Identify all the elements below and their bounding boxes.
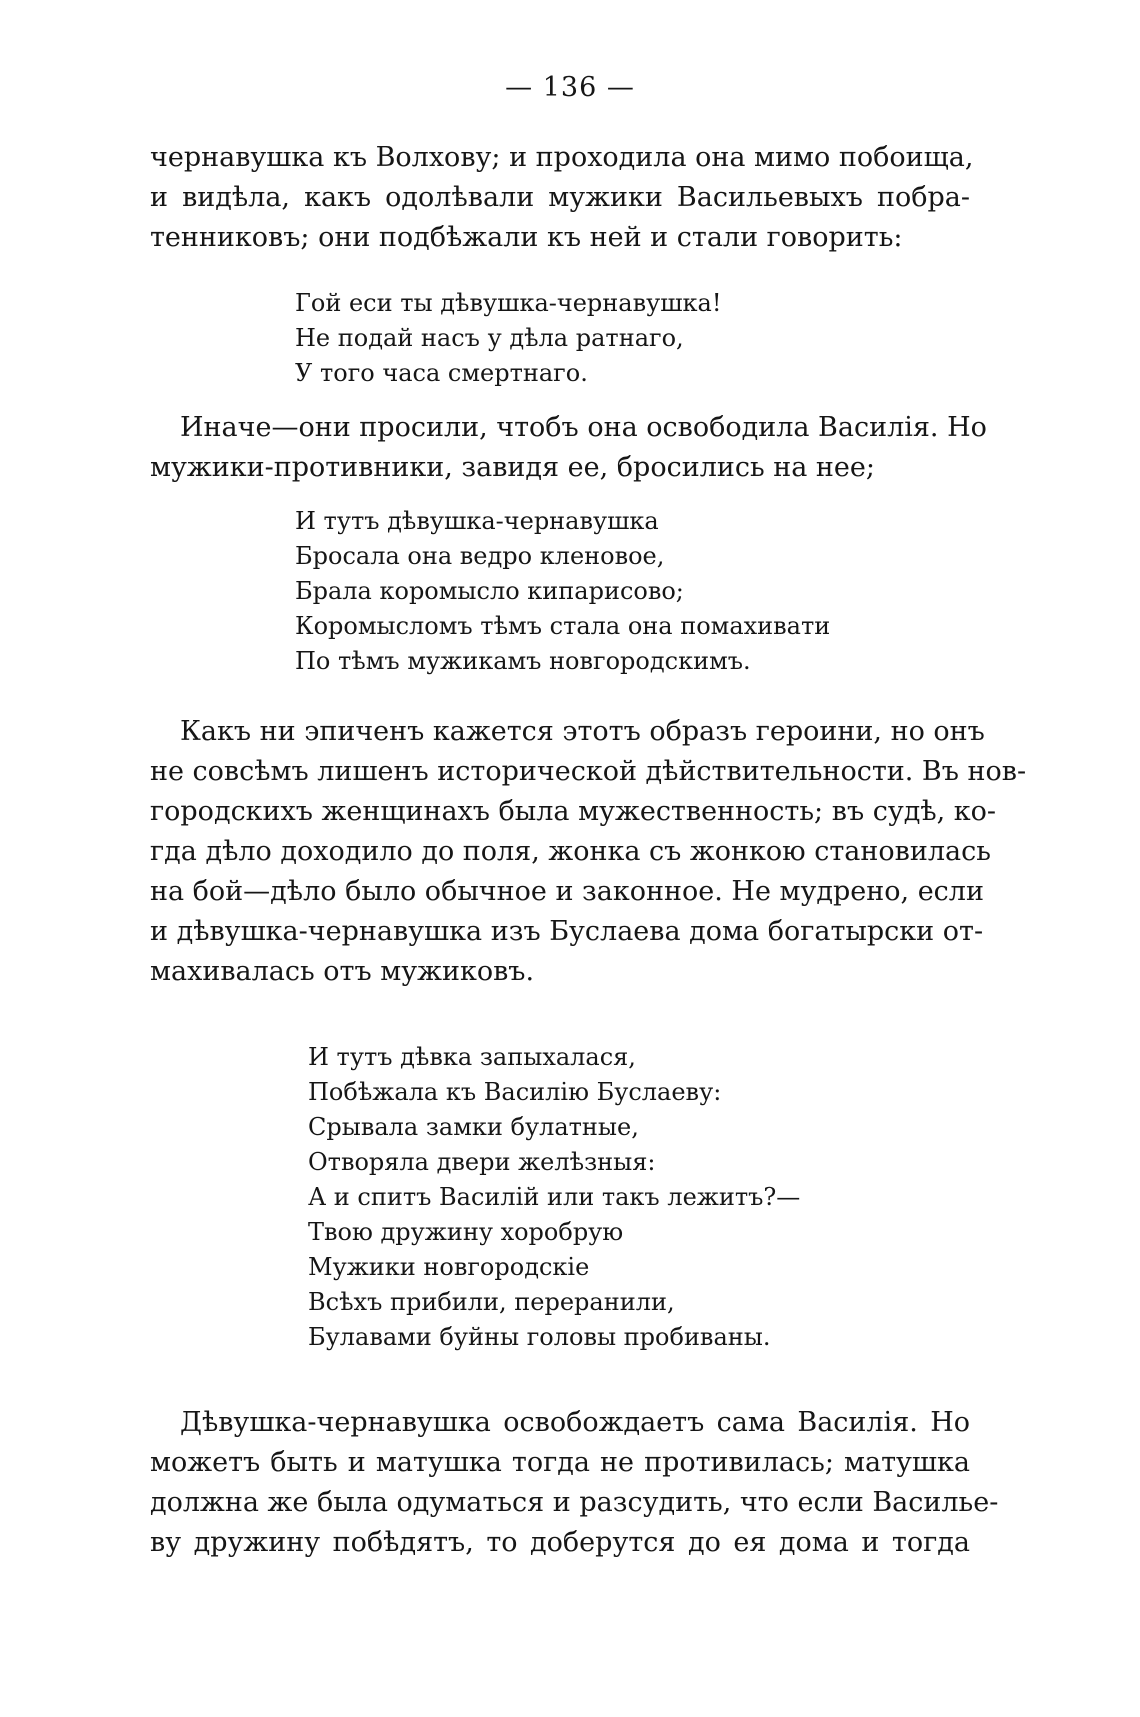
text-line: махивалась отъ мужиковъ. xyxy=(150,956,535,987)
page-number: — 136 — xyxy=(505,72,635,103)
text-line: и дѣвушка-чернавушка изъ Буслаева дома богатырски от- xyxy=(150,916,984,947)
verse-block-3 xyxy=(308,1040,800,1355)
text-line: и видѣла, какъ одолѣвали мужики Васильевыхъ побра- xyxy=(150,182,970,213)
verse-line: Побѣжала къ Василію Буслаеву: xyxy=(308,1078,722,1106)
paragraph-1 xyxy=(150,138,974,258)
verse-line: Твою дружину хоробрую xyxy=(308,1218,624,1246)
verse-line: Не подай насъ у дѣла ратнаго, xyxy=(295,324,684,352)
verse-line: Гой еси ты дѣвушка-чернавушка! xyxy=(295,289,722,317)
verse-line: Бросала она ведро кленовое, xyxy=(295,542,665,570)
verse-line: По тѣмъ мужикамъ новгородскимъ. xyxy=(295,647,751,675)
text-line: тенниковъ; они подбѣжали къ ней и стали говорить: xyxy=(150,222,903,253)
verse-line: И тутъ дѣвка запыхалася, xyxy=(308,1043,636,1071)
paragraph-2 xyxy=(150,408,987,488)
text-line: можетъ быть и матушка тогда не противилась; матушка xyxy=(150,1447,970,1478)
verse-line: А и спитъ Василій или такъ лежитъ?— xyxy=(308,1183,801,1211)
verse-line: И тутъ дѣвушка-чернавушка xyxy=(295,507,659,535)
verse-block-1 xyxy=(295,286,722,391)
verse-line: У того часа смертнаго. xyxy=(295,359,588,387)
text-line: гда дѣло доходило до поля, жонка съ жонкою становилась xyxy=(150,836,991,867)
verse-block-2 xyxy=(295,504,830,679)
text-line: Какъ ни эпиченъ кажется этотъ образъ героини, но онъ xyxy=(180,716,985,747)
verse-line: Всѣхъ прибили, переранили, xyxy=(308,1288,675,1316)
text-line: городскихъ женщинахъ была мужественность; въ судѣ, ко- xyxy=(150,796,997,827)
text-line: Иначе—они просили, чтобъ она освободила Василія. Но xyxy=(180,412,987,443)
verse-line: Брала коромысло кипарисово; xyxy=(295,577,684,605)
verse-line: Срывала замки булатные, xyxy=(308,1113,639,1141)
text-line: чернавушка къ Волхову; и проходила она мимо побоища, xyxy=(150,142,974,173)
verse-line: Мужики новгородскіе xyxy=(308,1253,590,1281)
verse-line: Отворяла двери желѣзныя: xyxy=(308,1148,656,1176)
text-line: должна же была одуматься и разсудить, что если Василье- xyxy=(150,1487,999,1518)
text-line: не совсѣмъ лишенъ исторической дѣйствительности. Въ нов- xyxy=(150,756,1027,787)
text-line: на бой—дѣло было обычное и законное. Не мудрено, если xyxy=(150,876,984,907)
text-line: мужики-противники, завидя ее, бросились на нее; xyxy=(150,452,875,483)
text-line: ву дружину побѣдятъ, то доберутся до ея дома и тогда xyxy=(150,1527,970,1558)
verse-line: Коромысломъ тѣмъ стала она помахивати xyxy=(295,612,831,640)
text-line: Дѣвушка-чернавушка освобождаетъ сама Василія. Но xyxy=(180,1407,970,1438)
paragraph-4 xyxy=(150,1403,999,1563)
paragraph-3 xyxy=(150,712,1027,992)
verse-line: Булавами буйны головы пробиваны. xyxy=(308,1323,771,1351)
